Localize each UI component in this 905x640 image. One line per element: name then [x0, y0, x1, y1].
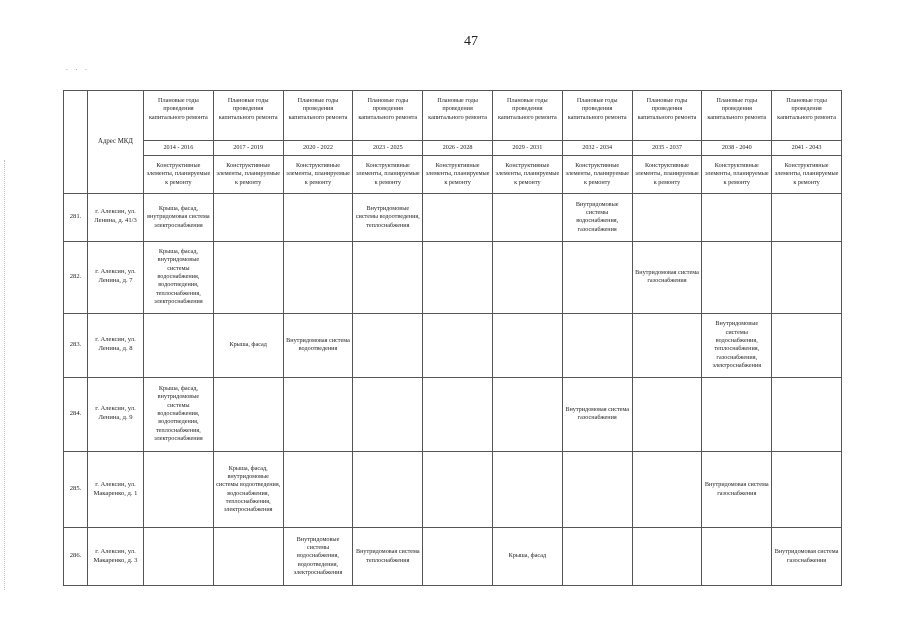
repair-work-cell: [492, 194, 562, 241]
row-number: 284.: [64, 377, 88, 451]
repair-work-cell: [772, 194, 842, 241]
repair-work-cell: [772, 377, 842, 451]
period-elements-label: Конструктивные элементы, планируемые к ремонту: [492, 155, 562, 193]
period-elements-label: Конструктивные элементы, планируемые к ремонту: [353, 155, 423, 193]
row-number: 286.: [64, 528, 88, 586]
repair-work-cell: [632, 377, 702, 451]
building-address: г. Алексин, ул. Ленина, д. 8: [88, 313, 144, 377]
building-address: г. Алексин, ул. Ленина, д. 9: [88, 377, 144, 451]
repair-work-cell: [562, 313, 632, 377]
repair-work-cell: [213, 241, 283, 313]
repair-work-cell: [492, 313, 562, 377]
repair-work-cell: Внутридомовые системы водоснабжения, водоотведения, электроснабжения: [283, 528, 353, 586]
repair-work-cell: [423, 451, 493, 527]
repair-work-cell: [283, 451, 353, 527]
header-row-years: [64, 91, 842, 141]
repair-work-cell: [702, 194, 772, 241]
repair-work-cell: [353, 313, 423, 377]
period-label: Плановые годы проведения капитального ремонта: [772, 91, 842, 141]
period-range: 2032 - 2034: [562, 140, 632, 155]
page-number: 47: [464, 34, 478, 49]
repair-work-cell: [144, 528, 214, 586]
period-label: Плановые годы проведения капитального ремонта: [562, 91, 632, 141]
table-row: [64, 451, 842, 527]
repair-work-cell: [632, 528, 702, 586]
period-range: 2038 - 2040: [702, 140, 772, 155]
capital-repair-schedule-table: [63, 90, 842, 586]
repair-work-cell: Внутридомовая система газоснабжения: [632, 241, 702, 313]
repair-work-cell: [213, 377, 283, 451]
repair-work-cell: [632, 313, 702, 377]
repair-work-cell: [562, 528, 632, 586]
repair-work-cell: [423, 194, 493, 241]
period-label: Плановые годы проведения капитального ремонта: [144, 91, 214, 141]
repair-work-cell: [772, 241, 842, 313]
repair-work-cell: [492, 377, 562, 451]
row-number: 285.: [64, 451, 88, 527]
repair-work-cell: [213, 528, 283, 586]
repair-work-cell: Крыша, фасад: [492, 528, 562, 586]
scan-marks: . . .: [66, 64, 90, 72]
period-elements-label: Конструктивные элементы, планируемые к ремонту: [213, 155, 283, 193]
repair-work-cell: Внутридомовые системы водоснабжения, газоснабжения: [562, 194, 632, 241]
repair-work-cell: Внутридомовая система теплоснабжения: [353, 528, 423, 586]
table-row: [64, 377, 842, 451]
period-label: Плановые годы проведения капитального ремонта: [702, 91, 772, 141]
repair-work-cell: [213, 194, 283, 241]
repair-work-cell: [702, 241, 772, 313]
header-number-cell: [64, 91, 88, 194]
period-range: 2041 - 2043: [772, 140, 842, 155]
period-elements-label: Конструктивные элементы, планируемые к ремонту: [283, 155, 353, 193]
period-elements-label: Конструктивные элементы, планируемые к ремонту: [423, 155, 493, 193]
repair-work-cell: [423, 377, 493, 451]
table-row: [64, 241, 842, 313]
repair-work-cell: Внутридомовая система газоснабжения: [702, 451, 772, 527]
period-elements-label: Конструктивные элементы, планируемые к ремонту: [562, 155, 632, 193]
repair-work-cell: [423, 313, 493, 377]
table-row: [64, 194, 842, 241]
repair-work-cell: [353, 241, 423, 313]
header-address: Адрес МКД: [88, 91, 144, 194]
period-range: 2020 - 2022: [283, 140, 353, 155]
repair-work-cell: [562, 241, 632, 313]
repair-work-cell: [144, 313, 214, 377]
repair-work-cell: Внутридомовая система газоснабжения: [772, 528, 842, 586]
repair-work-cell: [632, 451, 702, 527]
repair-work-cell: [772, 313, 842, 377]
repair-work-cell: [423, 528, 493, 586]
period-range: 2026 - 2028: [423, 140, 493, 155]
repair-work-cell: Внутридомовая система газоснабжения: [562, 377, 632, 451]
repair-work-cell: Крыша, фасад, внутридомовые системы водоснабжения, водоотведения, теплоснабжения, электроснабжения: [144, 377, 214, 451]
period-range: 2035 - 2037: [632, 140, 702, 155]
period-label: Плановые годы проведения капитального ремонта: [632, 91, 702, 141]
period-elements-label: Конструктивные элементы, планируемые к ремонту: [632, 155, 702, 193]
repair-work-cell: [632, 194, 702, 241]
repair-work-cell: [562, 451, 632, 527]
building-address: г. Алексин, ул. Ленина, д. 41/3: [88, 194, 144, 241]
binding-margin: [4, 160, 8, 590]
repair-work-cell: [283, 241, 353, 313]
repair-work-cell: [283, 194, 353, 241]
period-label: Плановые годы проведения капитального ремонта: [492, 91, 562, 141]
header-row-ranges: [64, 140, 842, 155]
repair-work-cell: [353, 377, 423, 451]
building-address: г. Алексин, ул. Макаренко, д. 1: [88, 451, 144, 527]
period-label: Плановые годы проведения капитального ремонта: [353, 91, 423, 141]
repair-work-cell: [283, 377, 353, 451]
row-number: 283.: [64, 313, 88, 377]
repair-work-cell: Внутридомовые системы водоснабжения, теплоснабжения, газоснабжения, электроснабжения: [702, 313, 772, 377]
repair-work-cell: [353, 451, 423, 527]
period-range: 2023 - 2025: [353, 140, 423, 155]
period-range: 2014 - 2016: [144, 140, 214, 155]
repair-work-cell: [423, 241, 493, 313]
repair-work-cell: [144, 451, 214, 527]
period-label: Плановые годы проведения капитального ремонта: [423, 91, 493, 141]
period-label: Плановые годы проведения капитального ремонта: [213, 91, 283, 141]
row-number: 282.: [64, 241, 88, 313]
period-elements-label: Конструктивные элементы, планируемые к ремонту: [144, 155, 214, 193]
repair-work-cell: [492, 451, 562, 527]
repair-work-cell: Крыша, фасад, внутридомовые системы водоотведения, водоснабжения, теплоснабжения, электроснабжения: [213, 451, 283, 527]
repair-work-cell: Крыша, фасад, внутридомовая система электроснабжения: [144, 194, 214, 241]
repair-work-cell: [702, 528, 772, 586]
building-address: г. Алексин, ул. Ленина, д. 7: [88, 241, 144, 313]
repair-work-cell: [772, 451, 842, 527]
repair-work-cell: Крыша, фасад: [213, 313, 283, 377]
table-row: [64, 313, 842, 377]
repair-work-cell: Внутридомовые системы водоотведения, теплоснабжения: [353, 194, 423, 241]
period-range: 2017 - 2019: [213, 140, 283, 155]
repair-work-cell: Крыша, фасад, внутридомовые системы водоснабжения, водоотведения, теплоснабжения, электроснабжения: [144, 241, 214, 313]
period-elements-label: Конструктивные элементы, планируемые к ремонту: [702, 155, 772, 193]
repair-work-cell: Внутридомовая система водоотведения: [283, 313, 353, 377]
table-row: [64, 528, 842, 586]
header-row-elements: [64, 155, 842, 193]
row-number: 281.: [64, 194, 88, 241]
period-range: 2029 - 2031: [492, 140, 562, 155]
repair-work-cell: [702, 377, 772, 451]
period-label: Плановые годы проведения капитального ремонта: [283, 91, 353, 141]
period-elements-label: Конструктивные элементы, планируемые к ремонту: [772, 155, 842, 193]
building-address: г. Алексин, ул. Макаренко, д. 3: [88, 528, 144, 586]
repair-work-cell: [492, 241, 562, 313]
